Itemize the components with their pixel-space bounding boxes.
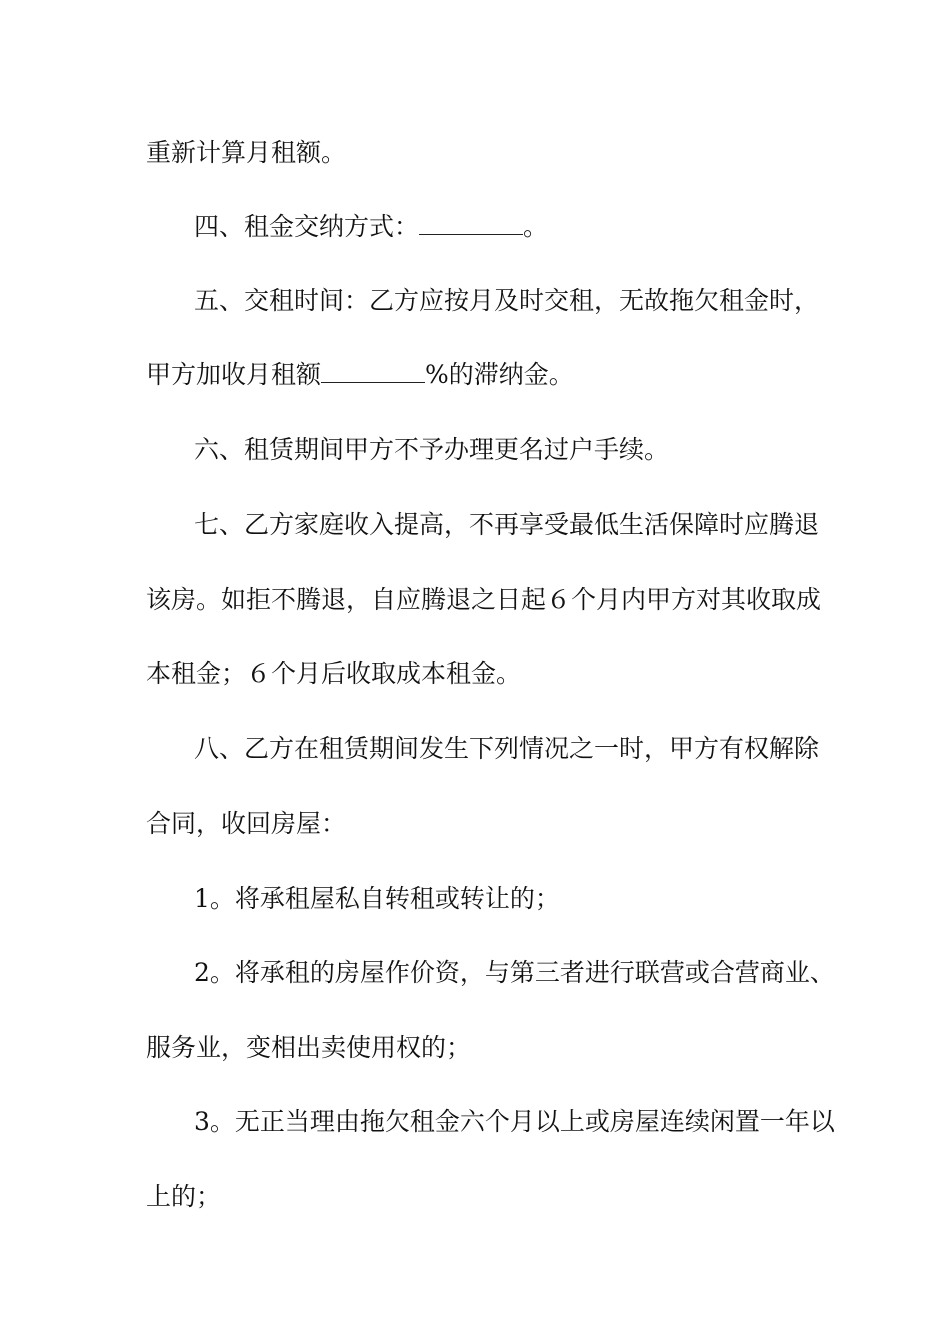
- list-item-1: [194, 884, 560, 914]
- line-text: 上的；: [146, 1182, 222, 1211]
- clause-text: 四、租金交纳方式：: [194, 212, 420, 241]
- clause-text: 七、乙方家庭收入提高，不再享受最低生活保障时应腾退: [194, 510, 820, 539]
- list-text: 2。将承租的房屋作价资，与第三者进行联营或合营商业、: [194, 958, 835, 987]
- line-text: 本租金；６个月后收取成本租金。: [146, 659, 522, 688]
- paragraph-line: [146, 1182, 221, 1212]
- list-text: 1。将承租屋私自转租或转让的；: [194, 884, 560, 913]
- list-item-3: [194, 1107, 835, 1137]
- clause-7: [194, 510, 819, 540]
- paragraph-line: [146, 659, 521, 689]
- line-text: 该房。如拒不腾退，自应腾退之日起６个月内甲方对其收取成: [146, 585, 822, 614]
- line-text: 甲方加收月租额: [146, 360, 322, 389]
- paragraph-line: [146, 809, 346, 839]
- clause-4-rent-payment-method: [194, 212, 548, 242]
- paragraph-line: [146, 1033, 471, 1063]
- paragraph-line: [146, 138, 346, 168]
- line-text: 合同，收回房屋：: [146, 809, 347, 838]
- clause-6: [194, 435, 669, 465]
- list-item-2: [194, 958, 835, 988]
- clause-8: [194, 734, 819, 764]
- paragraph-line: [146, 585, 821, 615]
- line-text: %的滞纳金。: [425, 360, 574, 389]
- clause-5-rent-time: [194, 286, 819, 316]
- fill-in-blank: [419, 212, 523, 235]
- clause-text: 八、乙方在租赁期间发生下列情况之一时，甲方有权解除: [194, 734, 820, 763]
- clause-text: 六、租赁期间甲方不予办理更名过户手续。: [194, 435, 670, 464]
- line-text: 重新计算月租额。: [146, 138, 347, 167]
- paragraph-line: [146, 360, 574, 390]
- list-text: 3。无正当理由拖欠租金六个月以上或房屋连续闲置一年以: [194, 1107, 835, 1136]
- punctuation: 。: [523, 212, 549, 241]
- line-text: 服务业，变相出卖使用权的；: [146, 1033, 472, 1062]
- fill-in-blank: [321, 360, 425, 383]
- clause-text: 五、交租时间：乙方应按月及时交租，无故拖欠租金时，: [194, 286, 820, 315]
